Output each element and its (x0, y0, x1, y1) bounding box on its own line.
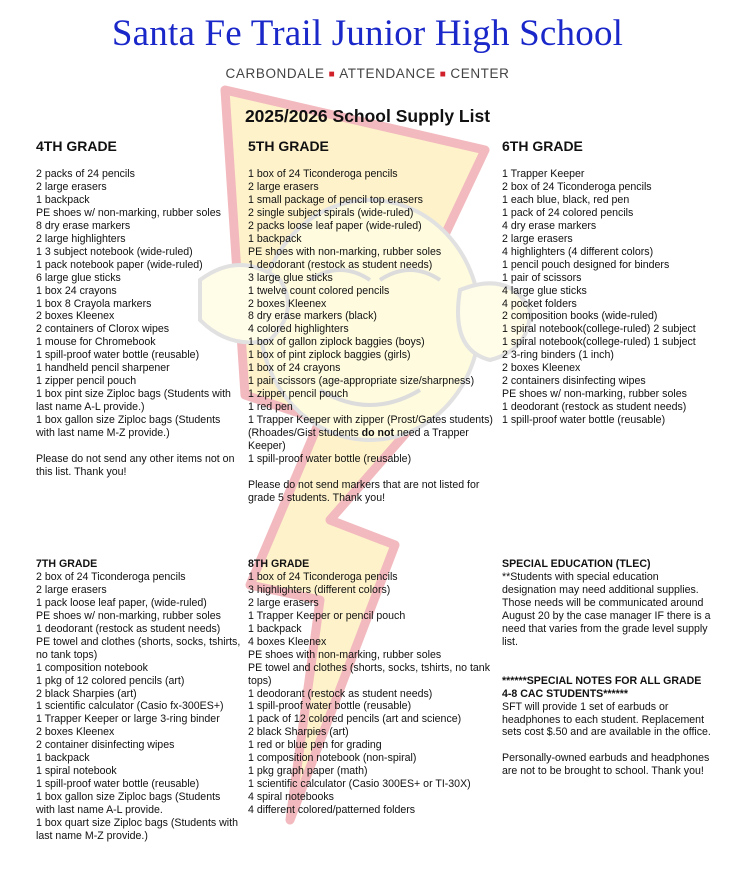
list-item: 1 box gallon size Ziploc bags (Students with last name A-L provide. (36, 791, 221, 817)
list-item: 1 handheld pencil sharpener (36, 362, 170, 375)
grade-6-heading: 6TH GRADE (502, 138, 583, 154)
list-item: 1 zipper pencil pouch (36, 375, 137, 388)
list-item: 1 3 subject notebook (wide-ruled) (36, 245, 193, 258)
list-item: 1 spill-proof water bottle (reusable) (502, 414, 666, 427)
list-item: 1 Trapper Keeper or large 3-ring binder (36, 713, 220, 726)
list-item: 1 box of 24 crayons (248, 362, 341, 375)
list-item: 3 highlighters (different colors) (248, 583, 391, 596)
list-item: 1 box of 24 Ticonderoga pencils (248, 168, 398, 180)
list-item: 1 deodorant (restock as student needs) (248, 687, 433, 700)
list-item: 2 3-ring binders (1 inch) (502, 349, 614, 362)
list-item: 8 dry erase markers (black) (248, 310, 377, 323)
list-item: 1 backpack (248, 622, 302, 635)
list-item: 2 box of 24 Ticonderoga pencils (36, 570, 186, 583)
grade-4-section (36, 138, 241, 479)
list-item: PE shoes with non-marking, rubber soles (248, 648, 442, 661)
list-item: PE shoes w/ non-marking, rubber soles (36, 206, 221, 219)
subtitle-part-center: CENTER (450, 66, 510, 81)
list-item: 2 container disinfecting wipes (36, 739, 175, 752)
list-item: 2 black Sharpies (art) (248, 726, 349, 739)
list-item: 2 containers of Clorox wipes (36, 323, 170, 336)
spacer (502, 662, 712, 675)
list-item: 1 spill-proof water bottle (reusable) (248, 452, 412, 465)
list-item: 1 composition notebook (non-spiral) (248, 752, 417, 765)
subtitle-part-city: CARBONDALE (225, 66, 325, 81)
list-item: 1 backpack (248, 232, 302, 245)
list-item: 2 large erasers (248, 596, 319, 609)
special-notes-text: SFT will provide 1 set of earbuds or headphones to each student. Replacement sets cost $.50 and are available in the office. (502, 700, 711, 739)
list-item: 2 large erasers (502, 232, 573, 245)
list-item: 2 boxes Kleenex (36, 310, 115, 323)
rhoades-note-emphasis: do not (361, 427, 395, 440)
list-item: 1 backpack (36, 752, 90, 765)
list-item: PE towel and clothes (shorts, socks, tshirts, no tank tops) (36, 635, 241, 661)
list-item: 1 Trapper Keeper (502, 168, 585, 180)
special-notes-text-2: Personally-owned earbuds and headphones are not to be brought to school. Thank you! (502, 752, 710, 778)
list-item: 1 pkg of 12 colored pencils (art) (36, 674, 185, 687)
list-item: 1 spill-proof water bottle (reusable) (36, 778, 200, 791)
list-item: 6 large glue sticks (36, 271, 121, 284)
grade-5-heading: 5TH GRADE (248, 138, 329, 154)
list-item: 1 red or blue pen for grading (248, 739, 382, 752)
list-item: 1 box of pint ziplock baggies (girls) (248, 349, 411, 362)
list-item: 1 backpack (36, 193, 90, 206)
list-item: 1 pack notebook paper (wide-ruled) (36, 258, 203, 271)
special-education-heading: SPECIAL EDUCATION (TLEC) (502, 558, 651, 570)
grade-5-section (248, 138, 493, 505)
list-item: 1 box 8 Crayola markers (36, 297, 152, 310)
list-item: 1 pair of scissors (502, 271, 582, 284)
list-item: 4 dry erase markers (502, 219, 597, 232)
list-item: PE shoes with non-marking, rubber soles (248, 245, 442, 258)
grade-7-section (36, 558, 241, 843)
list-item: 4 pocket folders (502, 297, 577, 310)
special-education-section (502, 558, 712, 778)
spacer (502, 649, 712, 662)
list-item: 4 different colored/patterned folders (248, 804, 416, 817)
list-item: 1 each blue, black, red pen (502, 193, 630, 206)
list-item: 2 boxes Kleenex (502, 362, 581, 375)
separator-dot: ■ (439, 69, 447, 80)
list-item: 2 composition books (wide-ruled) (502, 310, 658, 323)
list-item: 1 box pint size Ziploc bags (Students with last name A-L provide.) (36, 388, 231, 414)
list-item: 1 spiral notebook(college-ruled) 1 subject (502, 336, 696, 349)
list-item: 2 boxes Kleenex (36, 726, 115, 739)
list-item: 1 twelve count colored pencils (248, 284, 390, 297)
list-item: 1 spiral notebook(college-ruled) 2 subject (502, 323, 696, 336)
list-item: 1 box of 24 Ticonderoga pencils (248, 570, 398, 583)
list-item: 1 box gallon size Ziploc bags (Students with last name M-Z provide.) (36, 414, 221, 440)
supply-list-title: 2025/2026 School Supply List (244, 106, 491, 126)
list-item: 1 Trapper Keeper with zipper (Prost/Gates students) (248, 414, 493, 427)
list-item: 1 red pen (248, 401, 293, 414)
list-item: 4 spiral notebooks (248, 791, 334, 804)
list-item: 2 box of 24 Ticonderoga pencils (502, 180, 652, 193)
list-item: 1 box of gallon ziplock baggies (boys) (248, 336, 425, 349)
grade-4-note: Please do not send any other items not on this list. Thank you! (36, 453, 235, 478)
list-item: 1 pack loose leaf paper, (wide-ruled) (36, 596, 207, 609)
list-item: 4 colored highlighters (248, 323, 349, 336)
list-item: 1 deodorant (restock as student needs) (502, 401, 687, 414)
list-item: 1 spiral notebook (36, 765, 117, 778)
list-item: 1 zipper pencil pouch (248, 388, 349, 401)
list-item: 4 boxes Kleenex (248, 635, 327, 648)
list-item: 8 dry erase markers (36, 219, 131, 232)
special-education-text: **Students with special education designation may need additional supplies. Those needs will be communicated around August 20 by the case manager IF there is a need that varies from the grade level supply list. (502, 570, 711, 648)
list-item: 1 box 24 crayons (36, 284, 117, 297)
list-item: 3 large glue sticks (248, 271, 333, 284)
separator-dot: ■ (328, 69, 336, 80)
rhoades-note-end: need a Trapper Keeper) (248, 427, 469, 453)
list-item: 1 pencil pouch designed for binders (502, 258, 670, 271)
special-notes-heading: ******SPECIAL NOTES FOR ALL GRADE 4-8 CAC STUDENTS****** (502, 674, 702, 700)
grade-7-heading: 7TH GRADE (36, 558, 98, 570)
rhoades-note-start: (Rhoades/Gist students (248, 427, 362, 440)
list-item: 1 Trapper Keeper or pencil pouch (248, 609, 406, 622)
list-item: PE shoes w/ non-marking, rubber soles (36, 609, 221, 622)
grade-8-heading: 8TH GRADE (248, 558, 310, 570)
list-item: 1 pack of 24 colored pencils (502, 206, 634, 219)
grade-4-heading: 4TH GRADE (36, 138, 117, 154)
grade-5-note: Please do not send markers that are not listed for grade 5 students. Thank you! (248, 478, 480, 504)
list-item: 2 large erasers (36, 180, 107, 193)
list-item: 2 large highlighters (36, 232, 126, 245)
list-item: 2 boxes Kleenex (248, 297, 327, 310)
spacer (502, 739, 712, 752)
school-name: Santa Fe Trail Junior High School (111, 13, 624, 54)
rhoades-gist-note (248, 427, 493, 453)
list-item: 1 small package of pencil top erasers (248, 193, 423, 206)
list-item: 1 spill-proof water bottle (reusable) (36, 349, 200, 362)
list-item: 1 box quart size Ziploc bags (Students with last name M-Z provide.) (36, 817, 238, 843)
list-item: 2 single subject spirals (wide-ruled) (248, 206, 414, 219)
subtitle-part-attendance: ATTENDANCE (339, 66, 436, 81)
list-item: 2 containers disinfecting wipes (502, 375, 646, 388)
list-item: 1 pack of 12 colored pencils (art and science) (248, 713, 462, 726)
list-item: 1 deodorant (restock as student needs) (248, 258, 433, 271)
list-item: 2 packs loose leaf paper (wide-ruled) (248, 219, 422, 232)
grade-8-section (248, 558, 493, 817)
list-item: PE shoes w/ non-marking, rubber soles (502, 388, 687, 401)
list-item: 2 packs of 24 pencils (36, 168, 135, 180)
list-item: 1 pair scissors (age-appropriate size/sharpness) (248, 375, 475, 388)
list-item: 1 pkg graph paper (math) (248, 765, 368, 778)
list-item: 2 large erasers (36, 583, 107, 596)
list-item: 2 black Sharpies (art) (36, 687, 137, 700)
list-item: 1 mouse for Chromebook (36, 336, 156, 349)
grade-6-section (502, 138, 712, 427)
list-item: 1 composition notebook (36, 661, 148, 674)
list-item: 1 scientific calculator (Casio fx-300ES+) (36, 700, 224, 713)
list-item: 1 scientific calculator (Casio 300ES+ or TI-30X) (248, 778, 471, 791)
list-item: 1 deodorant (restock as student needs) (36, 622, 221, 635)
list-item: 2 large erasers (248, 180, 319, 193)
list-item: 4 highlighters (4 different colors) (502, 245, 654, 258)
attendance-center-subtitle (0, 66, 735, 81)
list-item: PE towel and clothes (shorts, socks, tshirts, no tank tops) (248, 661, 490, 687)
list-item: 1 spill-proof water bottle (reusable) (248, 700, 412, 713)
list-item: 4 large glue sticks (502, 284, 587, 297)
